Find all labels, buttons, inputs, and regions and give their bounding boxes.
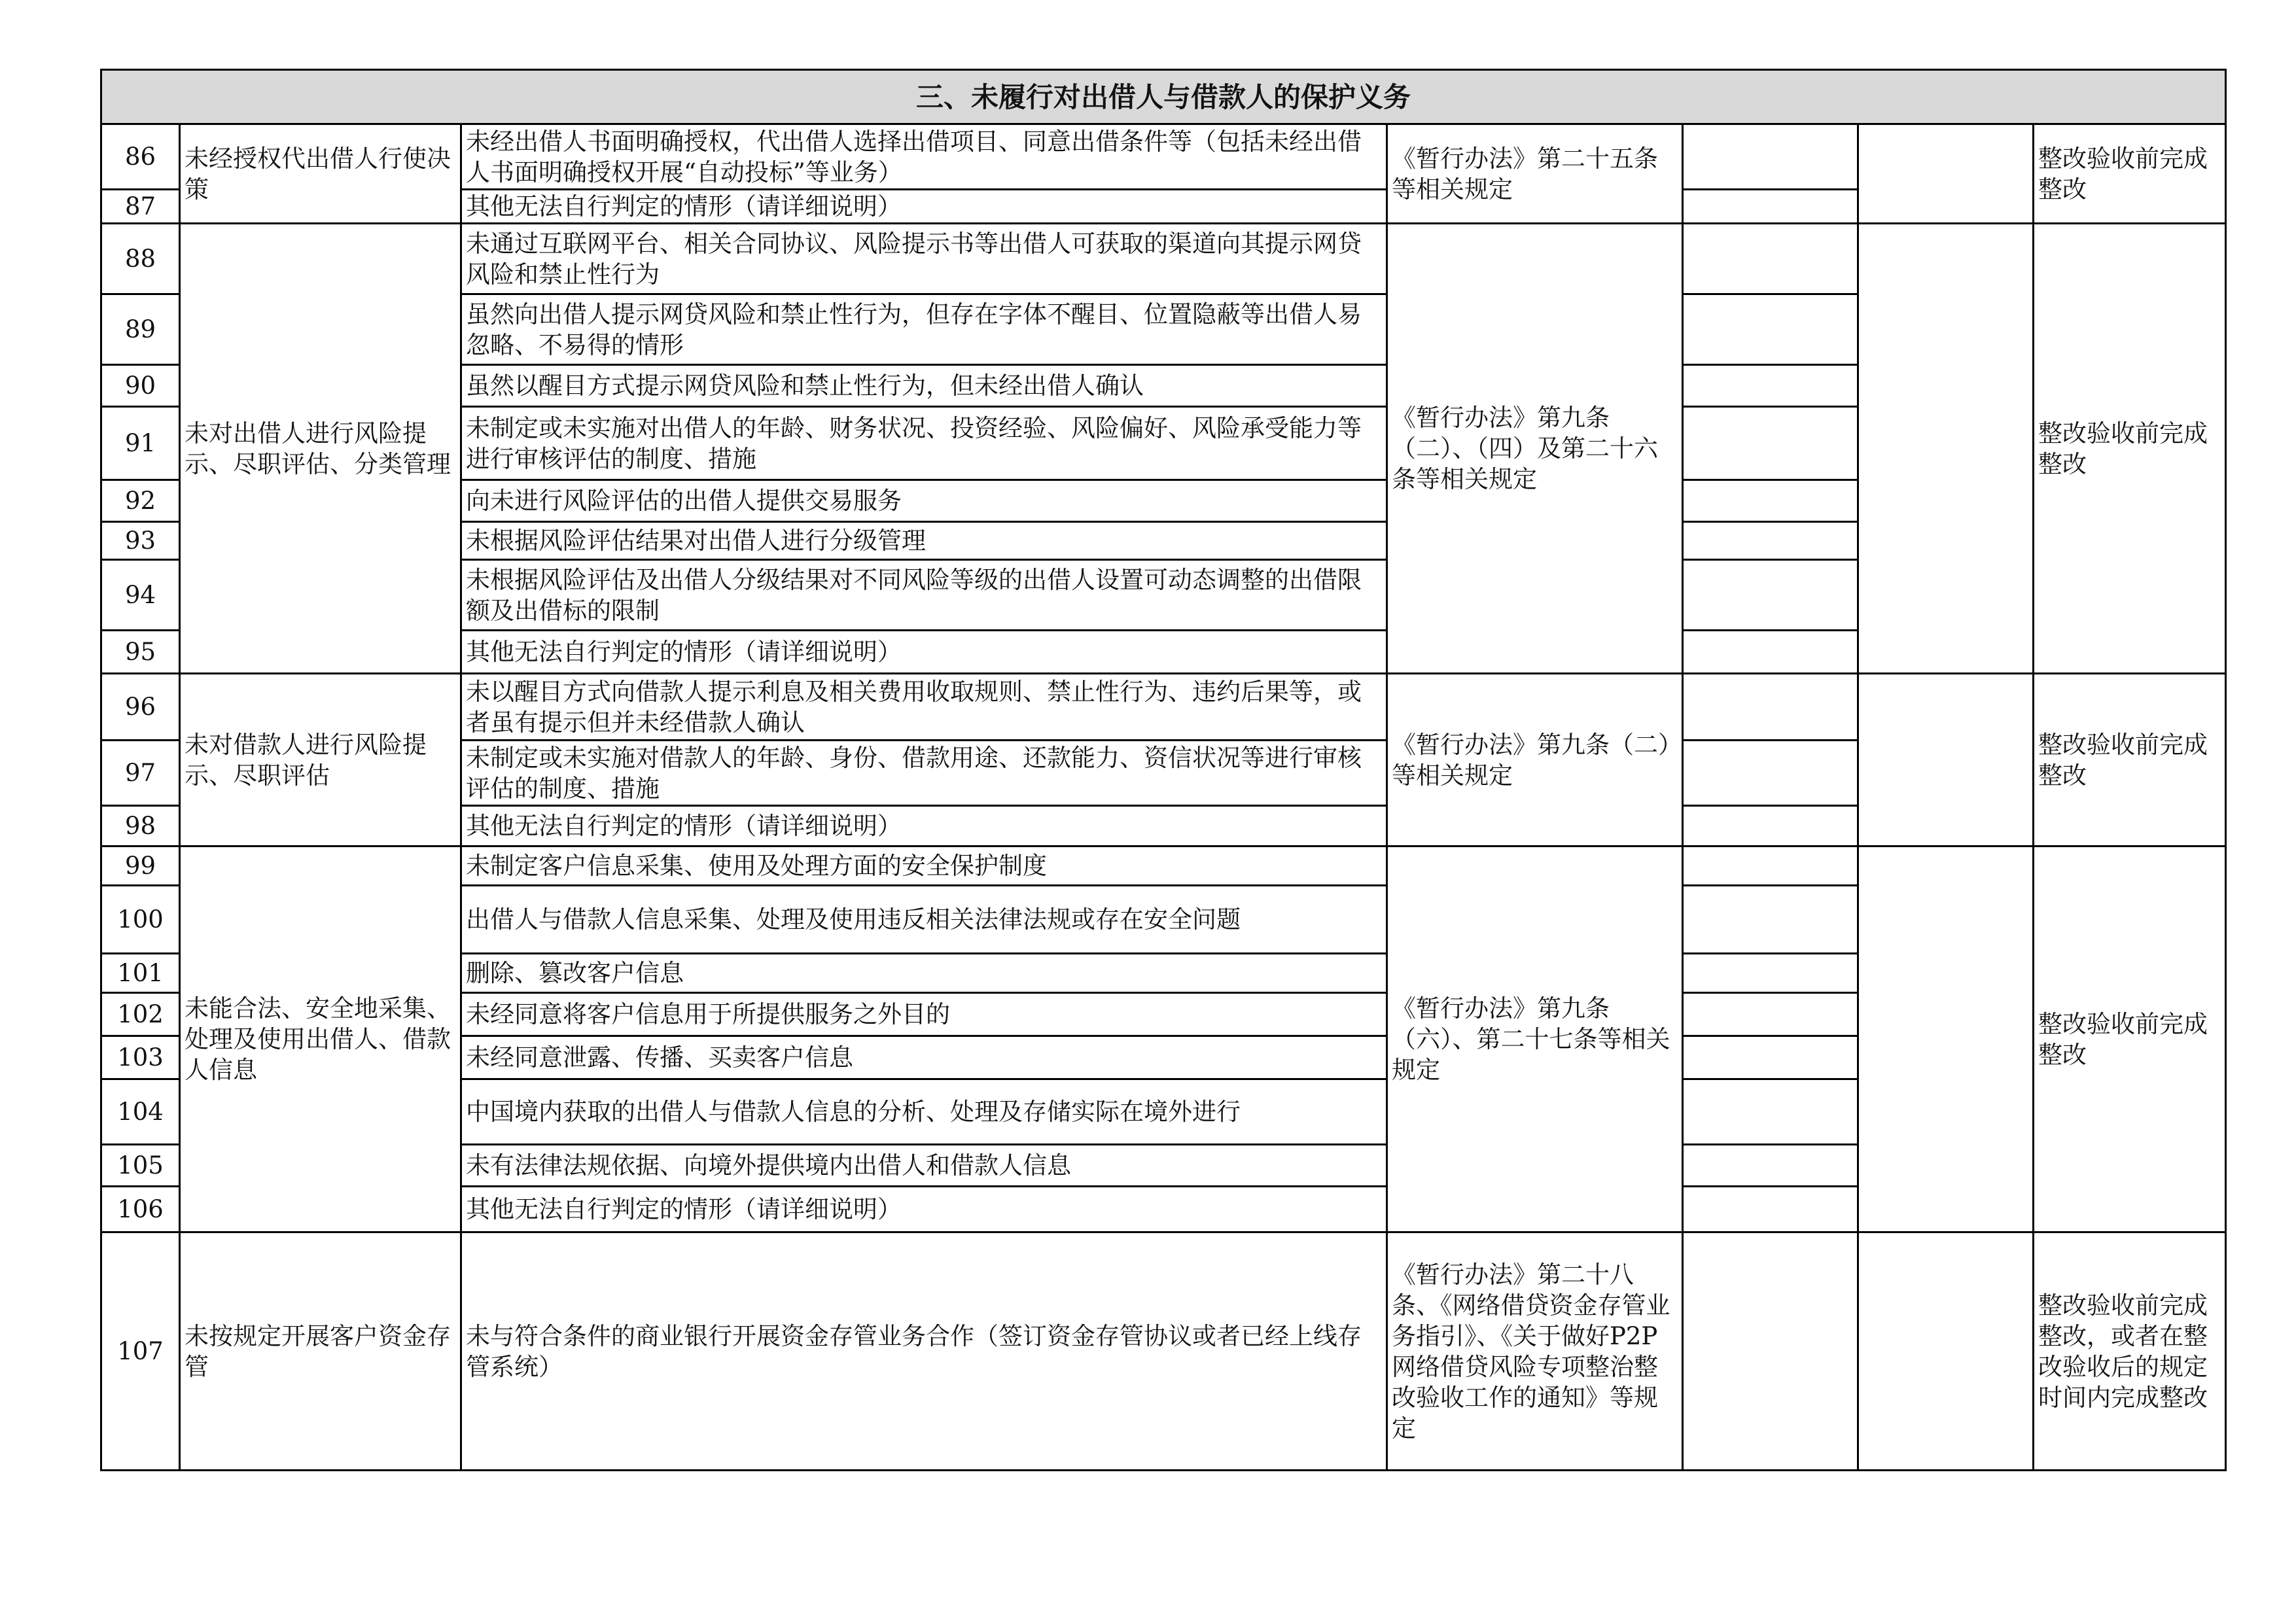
table-row — [101, 1232, 2226, 1471]
item-description: 未经同意将客户信息用于所提供服务之外目的 — [461, 993, 1387, 1036]
item-description: 删除、篡改客户信息 — [461, 954, 1387, 993]
rectification-table-sheet — [100, 69, 2225, 1471]
remark-cell[interactable] — [1858, 224, 2034, 674]
requirement-cell: 整改验收前完成整改 — [2034, 224, 2226, 674]
self-check-cell[interactable] — [1683, 1232, 1858, 1471]
item-number: 104 — [101, 1079, 180, 1145]
item-number: 101 — [101, 954, 180, 993]
item-description: 未与符合条件的商业银行开展资金存管业务合作（签订资金存管协议或者已经上线存管系统） — [461, 1232, 1387, 1471]
item-number: 95 — [101, 631, 180, 674]
item-number: 96 — [101, 674, 180, 741]
rectification-table — [100, 69, 2227, 1471]
item-number: 98 — [101, 806, 180, 846]
item-number: 91 — [101, 407, 180, 480]
self-check-cell[interactable] — [1683, 954, 1858, 993]
item-number: 94 — [101, 560, 180, 631]
self-check-cell[interactable] — [1683, 407, 1858, 480]
item-number: 103 — [101, 1036, 180, 1079]
section-title: 三、未履行对出借人与借款人的保护义务 — [101, 70, 2226, 124]
requirement-cell: 整改验收前完成整改 — [2034, 674, 2226, 846]
item-number: 89 — [101, 294, 180, 365]
item-description: 未根据风险评估结果对出借人进行分级管理 — [461, 522, 1387, 560]
remark-cell[interactable] — [1858, 1232, 2034, 1471]
self-check-cell[interactable] — [1683, 294, 1858, 365]
table-row — [101, 674, 2226, 741]
item-description: 中国境内获取的出借人与借款人信息的分析、处理及存储实际在境外进行 — [461, 1079, 1387, 1145]
legal-basis-cell: 《暂行办法》第九条（六）、第二十七条等相关规定 — [1387, 846, 1683, 1232]
self-check-cell[interactable] — [1683, 560, 1858, 631]
self-check-cell[interactable] — [1683, 741, 1858, 806]
requirement-cell: 整改验收前完成整改 — [2034, 846, 2226, 1232]
item-description: 虽然以醒目方式提示网贷风险和禁止性行为，但未经出借人确认 — [461, 365, 1387, 407]
item-description: 其他无法自行判定的情形（请详细说明） — [461, 806, 1387, 846]
item-description: 向未进行风险评估的出借人提供交易服务 — [461, 480, 1387, 522]
item-description: 未有法律法规依据、向境外提供境内出借人和借款人信息 — [461, 1145, 1387, 1187]
legal-basis-cell: 《暂行办法》第九条（二）、（四）及第二十六条等相关规定 — [1387, 224, 1683, 674]
legal-basis-cell: 《暂行办法》第九条（二）等相关规定 — [1387, 674, 1683, 846]
item-description: 出借人与借款人信息采集、处理及使用违反相关法律法规或存在安全问题 — [461, 886, 1387, 954]
self-check-cell[interactable] — [1683, 846, 1858, 886]
remark-cell[interactable] — [1858, 124, 2034, 224]
item-number: 86 — [101, 124, 180, 190]
self-check-cell[interactable] — [1683, 886, 1858, 954]
item-number: 106 — [101, 1187, 180, 1232]
self-check-cell[interactable] — [1683, 190, 1858, 224]
item-description: 未制定客户信息采集、使用及处理方面的安全保护制度 — [461, 846, 1387, 886]
legal-basis-cell: 《暂行办法》第二十五条等相关规定 — [1387, 124, 1683, 224]
item-number: 105 — [101, 1145, 180, 1187]
category-cell: 未按规定开展客户资金存管 — [180, 1232, 461, 1471]
item-description: 未制定或未实施对借款人的年龄、身份、借款用途、还款能力、资信状况等进行审核评估的制度、措施 — [461, 741, 1387, 806]
item-description: 其他无法自行判定的情形（请详细说明） — [461, 631, 1387, 674]
category-cell: 未经授权代出借人行使决策 — [180, 124, 461, 224]
table-row — [101, 124, 2226, 190]
section-header-row — [101, 70, 2226, 124]
remark-cell[interactable] — [1858, 674, 2034, 846]
item-description: 未制定或未实施对出借人的年龄、财务状况、投资经验、风险偏好、风险承受能力等进行审核评估的制度、措施 — [461, 407, 1387, 480]
self-check-cell[interactable] — [1683, 1187, 1858, 1232]
self-check-cell[interactable] — [1683, 1145, 1858, 1187]
requirement-cell: 整改验收前完成整改 — [2034, 124, 2226, 224]
legal-basis-cell: 《暂行办法》第二十八条、《网络借贷资金存管业务指引》、《关于做好P2P网络借贷风险专项整治整改验收工作的通知》等规定 — [1387, 1232, 1683, 1471]
item-description: 未以醒目方式向借款人提示利息及相关费用收取规则、禁止性行为、违约后果等，或者虽有提示但并未经借款人确认 — [461, 674, 1387, 741]
self-check-cell[interactable] — [1683, 124, 1858, 190]
item-number: 97 — [101, 741, 180, 806]
self-check-cell[interactable] — [1683, 365, 1858, 407]
self-check-cell[interactable] — [1683, 1036, 1858, 1079]
item-number: 90 — [101, 365, 180, 407]
item-number: 87 — [101, 190, 180, 224]
item-number: 102 — [101, 993, 180, 1036]
remark-cell[interactable] — [1858, 846, 2034, 1232]
item-description: 未根据风险评估及出借人分级结果对不同风险等级的出借人设置可动态调整的出借限额及出借标的限制 — [461, 560, 1387, 631]
self-check-cell[interactable] — [1683, 674, 1858, 741]
category-cell: 未对出借人进行风险提示、尽职评估、分类管理 — [180, 224, 461, 674]
self-check-cell[interactable] — [1683, 631, 1858, 674]
item-description: 未通过互联网平台、相关合同协议、风险提示书等出借人可获取的渠道向其提示网贷风险和禁止性行为 — [461, 224, 1387, 294]
item-description: 其他无法自行判定的情形（请详细说明） — [461, 190, 1387, 224]
table-row — [101, 846, 2226, 886]
self-check-cell[interactable] — [1683, 522, 1858, 560]
item-number: 93 — [101, 522, 180, 560]
self-check-cell[interactable] — [1683, 1079, 1858, 1145]
item-description: 未经同意泄露、传播、买卖客户信息 — [461, 1036, 1387, 1079]
item-description: 其他无法自行判定的情形（请详细说明） — [461, 1187, 1387, 1232]
item-number: 100 — [101, 886, 180, 954]
item-description: 未经出借人书面明确授权，代出借人选择出借项目、同意出借条件等（包括未经出借人书面明确授权开展“自动投标”等业务） — [461, 124, 1387, 190]
self-check-cell[interactable] — [1683, 806, 1858, 846]
self-check-cell[interactable] — [1683, 224, 1858, 294]
table-row — [101, 224, 2226, 294]
requirement-cell: 整改验收前完成整改，或者在整改验收后的规定时间内完成整改 — [2034, 1232, 2226, 1471]
self-check-cell[interactable] — [1683, 993, 1858, 1036]
item-description: 虽然向出借人提示网贷风险和禁止性行为，但存在字体不醒目、位置隐蔽等出借人易忽略、不易得的情形 — [461, 294, 1387, 365]
item-number: 92 — [101, 480, 180, 522]
category-cell: 未能合法、安全地采集、处理及使用出借人、借款人信息 — [180, 846, 461, 1232]
category-cell: 未对借款人进行风险提示、尽职评估 — [180, 674, 461, 846]
item-number: 99 — [101, 846, 180, 886]
self-check-cell[interactable] — [1683, 480, 1858, 522]
item-number: 88 — [101, 224, 180, 294]
item-number: 107 — [101, 1232, 180, 1471]
